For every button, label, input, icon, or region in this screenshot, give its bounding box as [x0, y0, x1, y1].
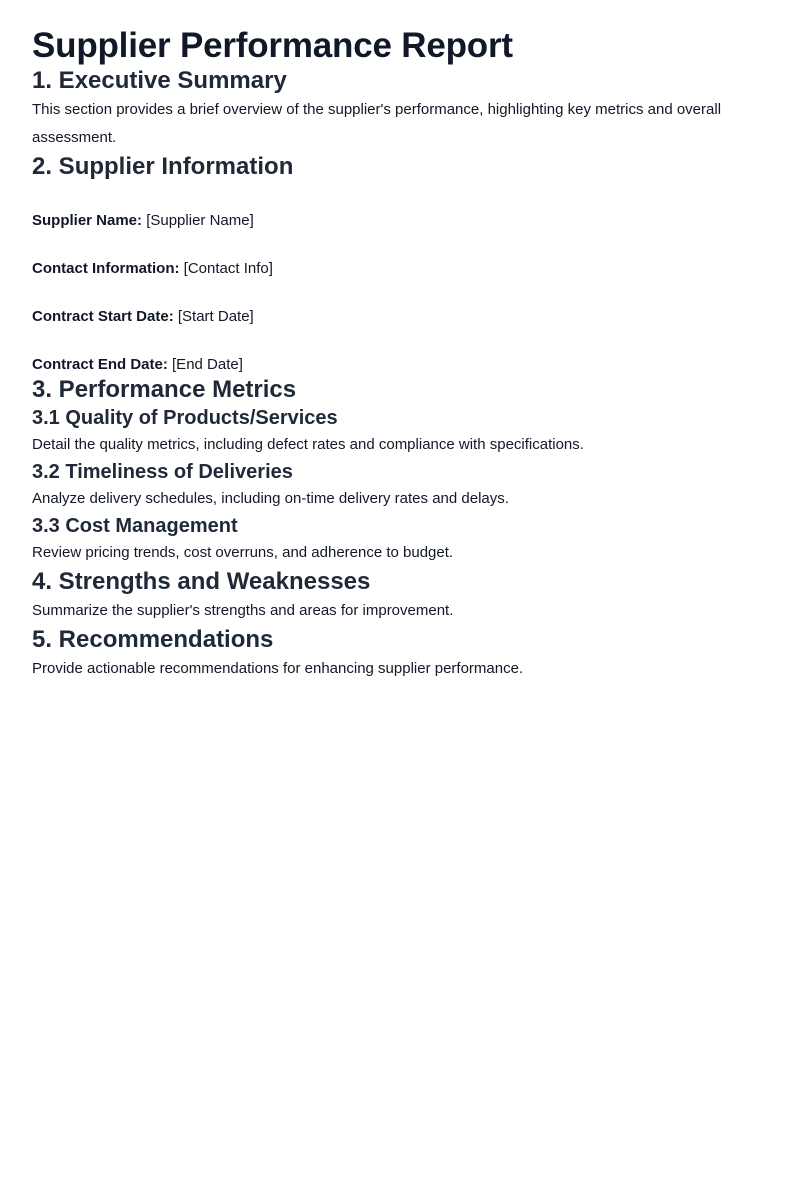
section-heading: 4. Strengths and Weaknesses	[32, 568, 371, 595]
field-supplier-name	[32, 211, 768, 231]
field-label: Contract End Date:	[32, 356, 168, 373]
subsection-text: Review pricing trends, cost overruns, and adherence to budget.	[32, 544, 454, 561]
field-label: Supplier Name:	[32, 212, 143, 229]
subsection-timeliness	[32, 459, 768, 513]
section-heading: 5. Recommendations	[32, 626, 274, 653]
field-contact-information	[32, 259, 768, 279]
section-text: Provide actionable recommendations for enhancing supplier performance.	[32, 660, 524, 677]
subsection-heading: 3.2 Timeliness of Deliveries	[32, 461, 293, 483]
subsection-cost-management	[32, 513, 768, 567]
subsection-quality	[32, 405, 768, 459]
subsection-text: Analyze delivery schedules, including on-time delivery rates and delays.	[32, 490, 509, 507]
field-contract-end-date	[32, 355, 768, 375]
field-value: [Supplier Name]	[146, 212, 254, 229]
section-text: Summarize the supplier's strengths and areas for improvement.	[32, 602, 454, 619]
section-supplier-information	[32, 152, 768, 375]
field-value: [Contact Info]	[183, 260, 273, 277]
field-value: [End Date]	[172, 356, 243, 373]
subsection-heading: 3.1 Quality of Products/Services	[32, 407, 338, 429]
section-recommendations	[32, 625, 768, 683]
page-title: Supplier Performance Report	[32, 26, 513, 65]
section-heading: 3. Performance Metrics	[32, 376, 297, 403]
section-performance-metrics	[32, 375, 768, 567]
section-executive-summary	[32, 66, 768, 152]
subsection-text: Detail the quality metrics, including defect rates and compliance with specifications.	[32, 436, 584, 453]
field-contract-start-date	[32, 307, 768, 327]
field-value: [Start Date]	[177, 308, 254, 325]
section-heading: 2. Supplier Information	[32, 153, 294, 180]
section-heading: 1. Executive Summary	[32, 67, 287, 94]
section-strengths-weaknesses	[32, 567, 768, 625]
field-label: Contact Information:	[32, 260, 180, 277]
section-text: This section provides a brief overview of the supplier's performance, highlighting key metrics and overall assessment.	[32, 101, 722, 146]
field-label: Contract Start Date:	[32, 308, 174, 325]
subsection-heading: 3.3 Cost Management	[32, 515, 238, 537]
